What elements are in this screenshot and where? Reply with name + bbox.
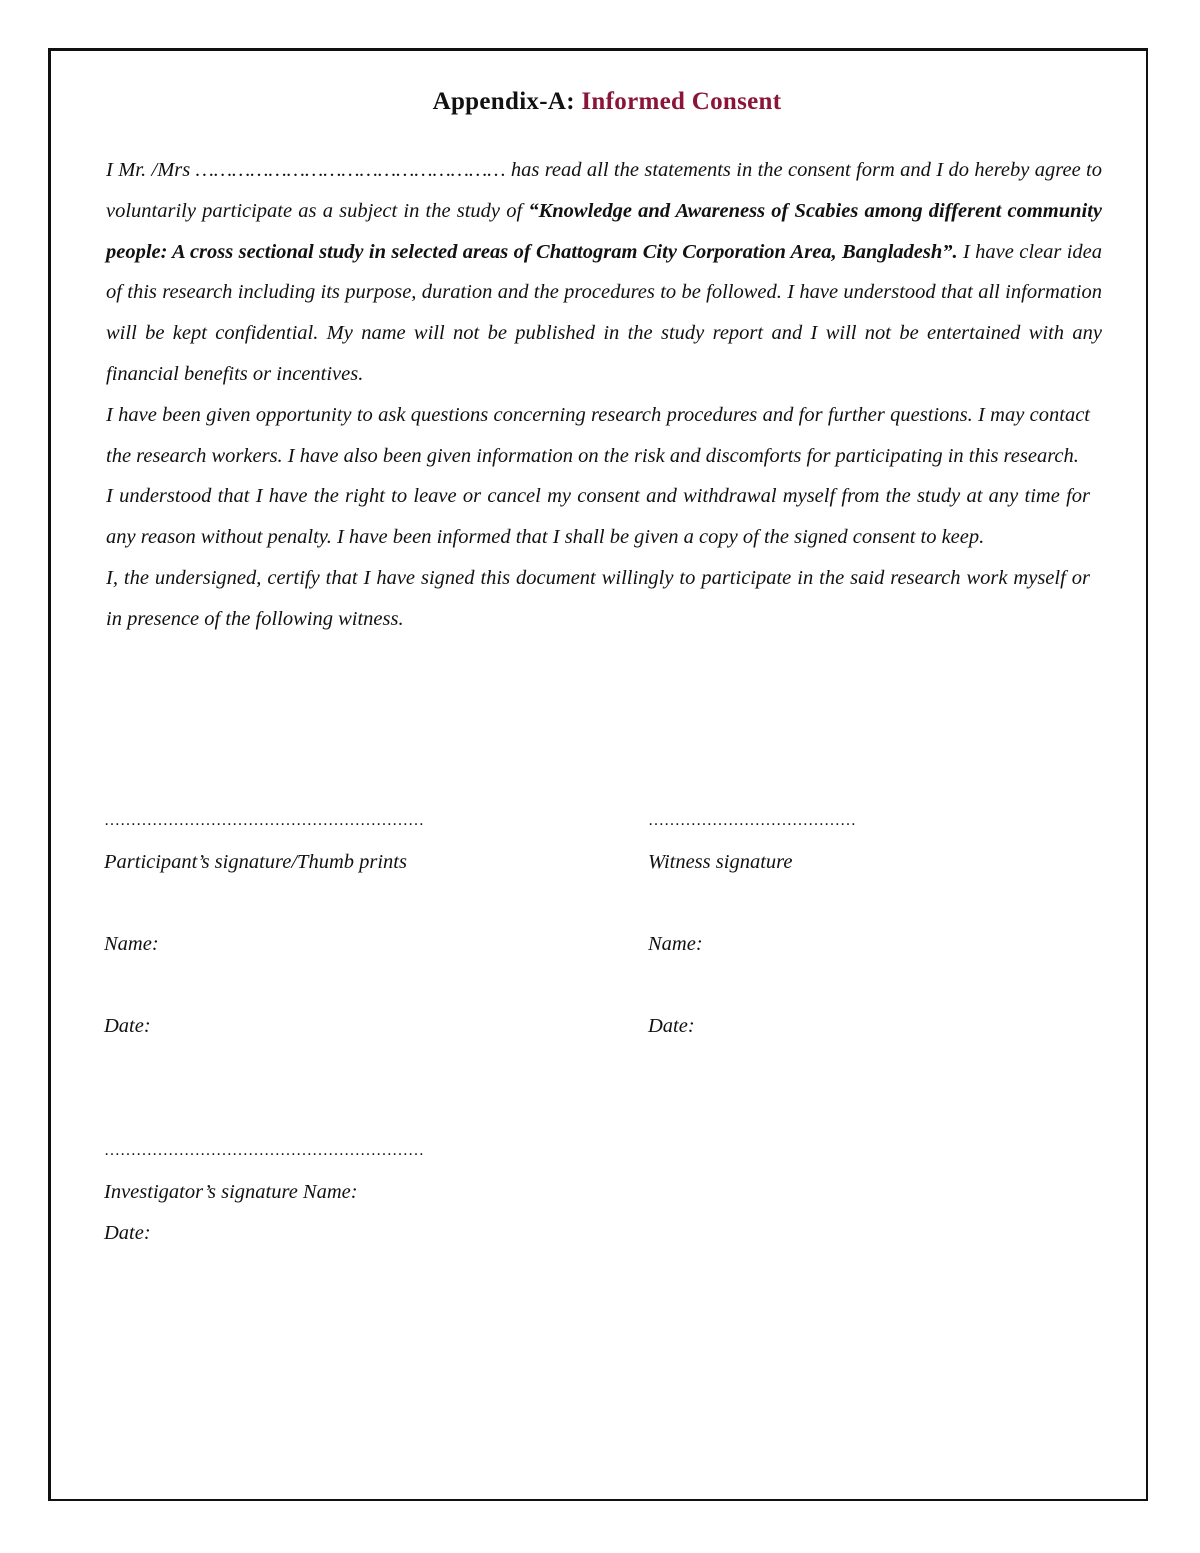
study-title: “Knowledge and Awareness of Scabies among different community people: A cross sectional study in selected areas of Chattogram City Corporation Area, Bangladesh”.: [106, 199, 1103, 263]
participant-signature-line: ……………………………………………………: [104, 812, 424, 829]
title-accent: Informed Consent: [581, 88, 782, 115]
witness-signature-line: …………………………………: [648, 812, 856, 829]
participant-signature-label: Participant’s signature/Thumb prints: [104, 851, 407, 873]
paragraph-withdrawal: I understood that I have the right to leave or cancel my consent and withdrawal myself from the study at any time for any reason without penalty. I have been informed that I shall be given a copy of the signed consent to keep.: [106, 485, 1090, 549]
investigator-signature-label: Investigator’s signature Name:: [104, 1181, 358, 1203]
witness-signature-label: Witness signature: [648, 851, 793, 873]
participant-name-label: Name:: [104, 933, 159, 955]
paragraph-questions: I have been given opportunity to ask questions concerning research procedures and for further questions. I may contact the research workers. I have also been given information on the risk and discomforts for participating in this research.: [106, 403, 1090, 467]
paragraph-agreement-end: I have clear idea of this research including its purpose, duration and the procedures to be followed. I have understood that all information will be kept confidential. My name will not be published in the study report and I will not be entertained with any financial benefits or incentives.: [106, 240, 1102, 385]
paragraph-agreement-start: I Mr. /Mrs …………………………………………… has read all the statements in the consent form and I do hereby agree to voluntarily participate as a subject in the study of: [106, 159, 1102, 222]
page-title: [0, 88, 1200, 116]
participant-date-label: Date:: [104, 1015, 151, 1037]
paragraph-certification: I, the undersigned, certify that I have signed this document willingly to participate in the said research work myself or in presence of the following witness.: [106, 566, 1090, 630]
paragraph-agreement: [106, 150, 1102, 395]
witness-date-label: Date:: [648, 1015, 695, 1037]
investigator-signature-line: ……………………………………………………: [104, 1142, 424, 1159]
witness-name-label: Name:: [648, 933, 703, 955]
title-prefix: Appendix-A:: [432, 88, 575, 115]
investigator-date-label: Date:: [104, 1222, 151, 1244]
consent-body: [106, 150, 1102, 640]
